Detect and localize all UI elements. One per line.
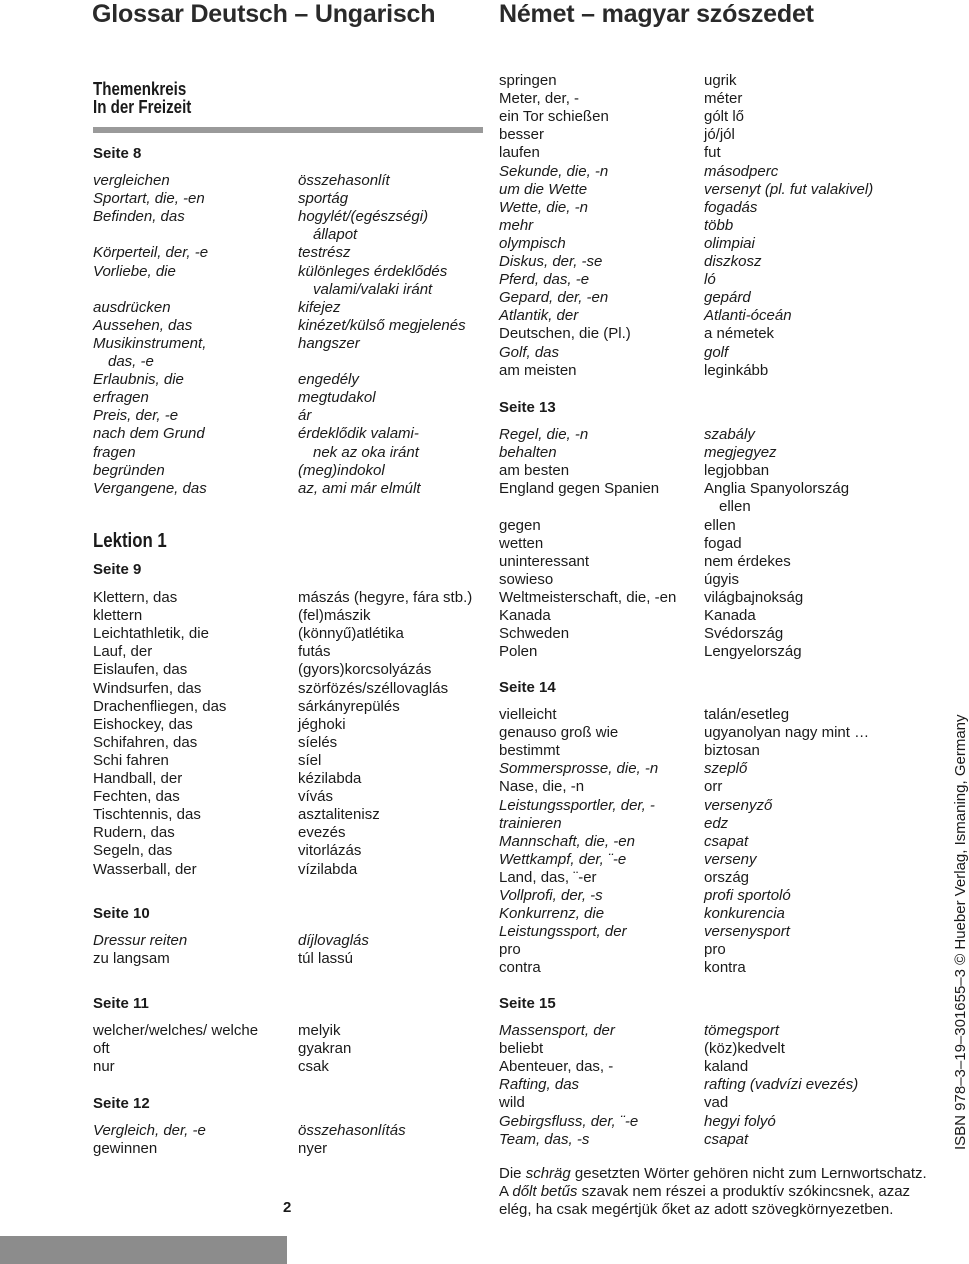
right-hungarian-term: kontra — [704, 959, 746, 977]
right-hungarian-term: profi sportoló — [704, 887, 791, 904]
right-hungarian-term: kaland — [704, 1058, 749, 1076]
right-german-term: olympisch — [499, 234, 566, 252]
left-hungarian-term: mászás (hegyre, fára stb.) — [298, 589, 473, 606]
left-german-term: Musikinstrument, — [93, 334, 207, 352]
left-german-term: zu langsam — [93, 950, 170, 968]
right-hungarian-term: legjobban — [704, 462, 770, 480]
left-hungarian-term: különleges érdeklődés — [298, 262, 448, 280]
left-hungarian-term: síelés — [298, 733, 338, 751]
right-hungarian-term: csapat — [704, 832, 749, 850]
right-german-term: Meter, der, - — [499, 90, 580, 108]
left-hungarian-term: az, ami már elmúlt — [298, 479, 421, 497]
right-hungarian-term: világbajnokság — [704, 588, 804, 606]
right-hungarian-term: szabály — [704, 426, 755, 443]
left-german-term: Vergangene, das — [93, 479, 207, 497]
right-hungarian-term: ló — [704, 271, 716, 289]
section-heading: Seite 11 — [93, 995, 149, 1012]
left-hungarian-term: sárkányrepülés — [298, 697, 400, 715]
theme-heading-line1: Themenkreis — [93, 79, 187, 99]
right-hungarian-term: fogadás — [704, 198, 758, 216]
right-german-term: Pferd, das, -e — [499, 271, 590, 289]
left-hungarian-term: állapot — [313, 226, 358, 244]
section-heading: Seite 13 — [499, 399, 556, 416]
right-hungarian-term: nem érdekes — [704, 552, 791, 570]
right-hungarian-term: úgyis — [704, 570, 740, 588]
left-hungarian-term: síel — [298, 751, 322, 769]
left-hungarian-term: valami/valaki iránt — [313, 280, 433, 298]
decorative-bar — [0, 1236, 287, 1264]
right-german-term: Sommersprosse, die, -n — [499, 760, 659, 778]
left-german-term: fragen — [93, 443, 136, 461]
right-hungarian-term: csapat — [704, 1130, 749, 1148]
right-hungarian-term: vad — [704, 1094, 729, 1112]
right-german-term: Sekunde, die, -n — [499, 162, 609, 180]
right-hungarian-term: Lengyelország — [704, 643, 802, 661]
left-hungarian-term: hogylét/(egészségi) — [298, 208, 429, 226]
page-title-hungarian: Német – magyar szószedet — [499, 0, 814, 28]
footnote-line — [499, 1165, 949, 1183]
right-hungarian-term: méter — [704, 90, 743, 108]
left-hungarian-term: (könnyű)atlétika — [298, 625, 404, 643]
right-german-term: besser — [499, 126, 545, 144]
right-german-term: Wette, die, -n — [499, 198, 588, 216]
left-hungarian-term: engedély — [298, 371, 359, 389]
right-hungarian-term: golf — [704, 343, 729, 361]
left-german-term: Befinden, das — [93, 208, 185, 226]
left-german-term: Schifahren, das — [93, 733, 198, 751]
left-german-term: Eislaufen, das — [93, 661, 188, 679]
left-german-term: oft — [93, 1040, 110, 1058]
left-german-term: Rudern, das — [93, 824, 175, 842]
left-german-term: welcher/welches/ welche — [93, 1022, 259, 1039]
left-german-term: Vergleich, der, -e — [93, 1122, 206, 1139]
left-german-term: Aussehen, das — [93, 316, 193, 334]
right-hungarian-term: fut — [704, 144, 721, 162]
right-hungarian-term: diszkosz — [704, 253, 762, 270]
left-german-term: Körperteil, der, -e — [93, 244, 209, 262]
left-german-term: Sportart, die, -en — [93, 190, 205, 208]
left-german-term: Vorliebe, die — [93, 262, 176, 280]
left-hungarian-term: testrész — [298, 244, 351, 262]
divider-rule — [93, 127, 483, 133]
left-hungarian-term: nek az oka iránt — [313, 443, 419, 461]
theme-heading — [93, 80, 191, 116]
right-german-term: Team, das, -s — [499, 1130, 590, 1148]
right-german-term: vielleicht — [499, 706, 557, 723]
right-german-term: Land, das, ¨-er — [499, 868, 597, 886]
page-title-german: Glossar Deutsch – Ungarisch — [92, 0, 436, 28]
left-german-term: Preis, der, -e — [93, 407, 179, 425]
right-german-term: Massensport, der — [499, 1022, 615, 1039]
left-hungarian-term: vízilabda — [298, 860, 358, 878]
right-hungarian-term: tömegsport — [704, 1022, 780, 1039]
left-german-term: ausdrücken — [93, 298, 171, 316]
left-german-term: Wasserball, der — [93, 860, 197, 878]
right-german-term: Gebirgsfluss, der, ¨-e — [499, 1112, 639, 1130]
right-german-term: Polen — [499, 643, 538, 661]
right-german-term: Rafting, das — [499, 1076, 580, 1094]
page-number: 2 — [283, 1199, 292, 1216]
section-heading: Seite 14 — [499, 679, 556, 696]
left-hungarian-term: összehasonlít — [298, 172, 390, 189]
left-german-term: nur — [93, 1058, 115, 1076]
footnote — [499, 1165, 949, 1219]
left-hungarian-term: vívás — [298, 788, 334, 806]
left-german-term: Klettern, das — [93, 589, 178, 606]
right-hungarian-term: versenyt (pl. fut valakivel) — [704, 180, 874, 198]
left-hungarian-term: nyer — [298, 1140, 328, 1158]
left-german-term: klettern — [93, 607, 143, 625]
right-hungarian-term: rafting (vadvízi evezés) — [704, 1076, 859, 1094]
left-hungarian-term: kifejez — [298, 298, 341, 316]
right-german-term: Schweden — [499, 625, 570, 643]
right-hungarian-term: biztosan — [704, 742, 760, 760]
left-german-term: Schi fahren — [93, 751, 169, 769]
right-hungarian-term: edz — [704, 814, 729, 832]
right-hungarian-term: pro — [704, 941, 726, 959]
left-hungarian-term: gyakran — [298, 1040, 352, 1058]
right-german-term: Mannschaft, die, -en — [499, 832, 635, 850]
section-heading: Seite 12 — [93, 1095, 150, 1112]
right-german-term: am besten — [499, 462, 570, 480]
left-hungarian-term: melyik — [298, 1022, 341, 1039]
right-german-term: uninteressant — [499, 552, 590, 570]
right-german-term: Gepard, der, -en — [499, 289, 609, 307]
right-german-term: Deutschen, die (Pl.) — [499, 325, 631, 343]
right-german-term: Abenteuer, das, - — [499, 1058, 614, 1076]
left-hungarian-term: kinézet/külső megjelenés — [298, 316, 466, 334]
right-german-term: Nase, die, -n — [499, 778, 585, 796]
right-hungarian-term: gepárd — [704, 289, 751, 307]
left-hungarian-term: ár — [298, 407, 312, 425]
left-german-term: das, -e — [108, 353, 154, 370]
left-german-term: Drachenfliegen, das — [93, 697, 227, 715]
right-hungarian-term: leginkább — [704, 361, 769, 379]
left-hungarian-term: sportág — [298, 190, 349, 208]
right-german-term: wetten — [499, 534, 544, 552]
right-german-term: behalten — [499, 444, 557, 462]
right-hungarian-term: ellen — [704, 516, 736, 534]
right-hungarian-term: versenyző — [704, 796, 773, 814]
right-german-term: sowieso — [499, 570, 554, 588]
right-german-term: gegen — [499, 516, 541, 534]
left-hungarian-term: (meg)indokol — [298, 461, 385, 479]
right-german-term: genauso groß wie — [499, 724, 619, 742]
right-german-term: contra — [499, 959, 541, 977]
right-hungarian-term: versenysport — [704, 923, 790, 941]
left-hungarian-term: érdeklődik valami- — [298, 425, 419, 443]
right-hungarian-term: ugyanolyan nagy mint … — [704, 724, 870, 742]
left-hungarian-term: asztalitenisz — [298, 806, 380, 824]
right-hungarian-term: szeplő — [704, 760, 748, 778]
right-german-term: Diskus, der, -se — [499, 253, 603, 270]
left-german-term: nach dem Grund — [93, 425, 205, 443]
left-hungarian-term: jéghoki — [298, 715, 346, 733]
right-hungarian-term: orr — [704, 778, 723, 796]
right-hungarian-term: Kanada — [704, 607, 756, 624]
section-heading: Seite 10 — [93, 905, 150, 922]
section-heading: Seite 9 — [93, 561, 142, 578]
right-german-term: trainieren — [499, 814, 562, 832]
right-hungarian-term: ország — [704, 868, 750, 886]
left-german-term: Eishockey, das — [93, 715, 193, 733]
left-german-term: Dressur reiten — [93, 932, 188, 949]
left-german-term: begründen — [93, 461, 165, 479]
right-hungarian-term: olimpiai — [704, 234, 755, 252]
right-german-term: England gegen Spanien — [499, 480, 660, 498]
right-german-term: Regel, die, -n — [499, 426, 589, 443]
right-hungarian-term: (köz)kedvelt — [704, 1040, 785, 1058]
right-german-term: um die Wette — [499, 180, 588, 198]
left-hungarian-term: szörfözés/széllovaglás — [298, 679, 449, 697]
right-hungarian-term: Anglia Spanyolország — [704, 480, 850, 498]
left-german-term: Lauf, der — [93, 643, 153, 661]
right-hungarian-term: konkurencia — [704, 905, 785, 923]
left-hungarian-term: evezés — [298, 824, 346, 842]
right-german-term: pro — [499, 941, 521, 959]
right-hungarian-term: több — [704, 216, 734, 234]
left-hungarian-term: (fel)mászik — [298, 607, 371, 625]
left-german-term: Leichtathletik, die — [93, 625, 209, 643]
footnote-text: A dőlt betűs szavak nem részei a produktív szókincsnek, azaz — [499, 1183, 911, 1200]
right-german-term: Vollprofi, der, -s — [499, 887, 603, 904]
right-hungarian-term: jó/jól — [704, 126, 735, 144]
right-german-term: laufen — [499, 144, 540, 162]
right-german-term: Konkurrenz, die — [499, 905, 605, 923]
right-hungarian-term: Atlanti-óceán — [704, 307, 792, 325]
left-hungarian-term: (gyors)korcsolyázás — [298, 661, 432, 679]
left-german-term: vergleichen — [93, 172, 170, 189]
right-hungarian-term: verseny — [704, 850, 757, 868]
left-hungarian-term: megtudakol — [298, 389, 376, 407]
right-hungarian-term: a németek — [704, 325, 775, 343]
left-hungarian-term: túl lassú — [298, 950, 354, 968]
left-hungarian-term: kézilabda — [298, 770, 362, 787]
section-heading: Seite 8 — [93, 145, 142, 162]
theme-heading-line2: In der Freizeit — [93, 97, 192, 117]
left-hungarian-term: összehasonlítás — [298, 1122, 406, 1139]
left-german-term: Segeln, das — [93, 842, 173, 860]
right-hungarian-term: másodperc — [704, 162, 779, 180]
left-german-term: Handball, der — [93, 770, 183, 787]
right-german-term: Kanada — [499, 607, 551, 624]
left-hungarian-term: csak — [298, 1058, 329, 1076]
right-german-term: springen — [499, 72, 557, 89]
left-german-term: Erlaubnis, die — [93, 371, 184, 389]
right-hungarian-term: gólt lő — [704, 108, 745, 126]
right-german-term: wild — [499, 1094, 525, 1112]
right-german-term: ein Tor schießen — [499, 108, 609, 126]
left-german-term: Windsurfen, das — [93, 679, 202, 697]
right-german-term: bestimmt — [499, 742, 560, 760]
footnote-text: Die schräg gesetzten Wörter gehören nicht zum Lernwortschatz. — [499, 1165, 927, 1182]
right-hungarian-term: talán/esetleg — [704, 706, 790, 723]
section-heading: Seite 15 — [499, 995, 556, 1012]
right-german-term: Golf, das — [499, 343, 560, 361]
right-hungarian-term: megjegyez — [704, 444, 777, 462]
left-hungarian-term: futás — [298, 643, 331, 661]
right-hungarian-term: ugrik — [704, 72, 737, 89]
right-german-term: Wettkampf, der, ¨-e — [499, 850, 627, 868]
left-hungarian-term: díjlovaglás — [298, 932, 369, 949]
lesson-heading: Lektion 1 — [93, 530, 167, 552]
footnote-line: elég, ha csak megértjük őket az adott szövegkörnyezetben. — [499, 1201, 894, 1218]
left-german-term: Fechten, das — [93, 788, 180, 806]
right-german-term: beliebt — [499, 1040, 544, 1058]
right-german-term: Leistungssport, der — [499, 923, 627, 941]
left-german-term: Tischtennis, das — [93, 806, 201, 824]
right-hungarian-term: fogad — [704, 534, 742, 552]
right-german-term: Atlantik, der — [499, 307, 579, 325]
right-german-term: am meisten — [499, 361, 577, 379]
right-hungarian-term: Svédország — [704, 625, 784, 643]
left-german-term: erfragen — [93, 389, 149, 407]
right-german-term: Leistungssportler, der, - — [499, 796, 655, 814]
right-german-term: mehr — [499, 216, 534, 234]
footnote-line — [499, 1183, 949, 1201]
right-hungarian-term: hegyi folyó — [704, 1112, 776, 1130]
left-hungarian-term: vitorlázás — [298, 842, 362, 860]
right-german-term: Weltmeisterschaft, die, -en — [499, 588, 677, 606]
right-hungarian-term: ellen — [719, 498, 751, 516]
left-german-term: gewinnen — [93, 1140, 158, 1158]
isbn-copyright: ISBN 978–3–19–301655–3 © Hueber Verlag, Ismaning, Germany — [952, 714, 969, 1150]
left-hungarian-term: hangszer — [298, 334, 360, 352]
